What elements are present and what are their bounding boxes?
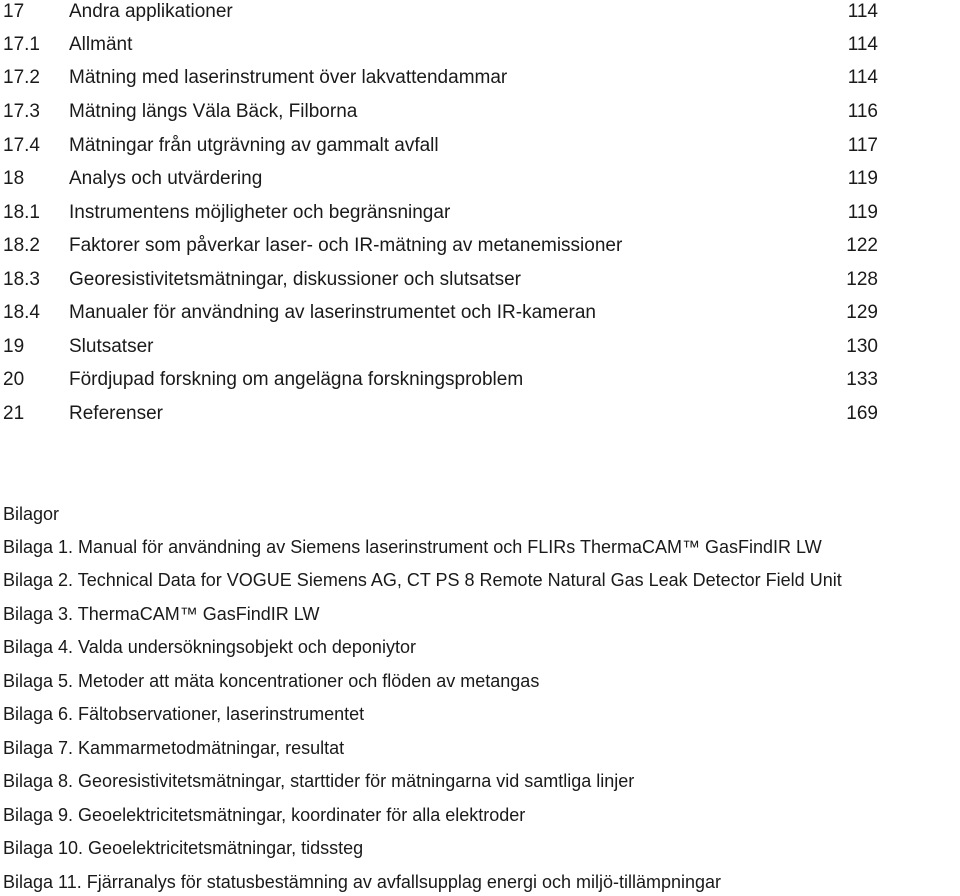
toc-page-number: 114 (847, 67, 878, 88)
toc-row (0, 130, 960, 162)
toc-page-number: 117 (847, 135, 878, 156)
toc-row (0, 264, 960, 296)
toc-row (0, 0, 960, 28)
toc-title: Instrumentens möjligheter och begränsningar (69, 202, 451, 223)
toc-row (0, 398, 960, 430)
toc-number: 19 (3, 336, 25, 357)
appendix-item: Bilaga 2. Technical Data for VOGUE Siemens AG, CT PS 8 Remote Natural Gas Leak Detector Field Unit (3, 570, 842, 590)
toc-title: Slutsatser (69, 336, 154, 357)
toc-page-number: 130 (846, 336, 878, 357)
toc-number: 17 (3, 1, 25, 22)
toc-title: Referenser (69, 403, 163, 424)
toc-title: Allmänt (69, 34, 133, 55)
toc-row (0, 364, 960, 396)
appendix-heading: Bilagor (3, 504, 60, 524)
toc-page-number: 119 (847, 202, 878, 223)
toc-title: Mätning längs Väla Bäck, Filborna (69, 101, 358, 122)
toc-title: Analys och utvärdering (69, 168, 263, 189)
appendix-item: Bilaga 5. Metoder att mäta koncentrationer och flöden av metangas (3, 671, 540, 691)
toc-number: 18.1 (3, 202, 40, 223)
toc-page-number: 119 (847, 168, 878, 189)
appendix-item: Bilaga 6. Fältobservationer, laserinstrumentet (3, 704, 365, 724)
toc-number: 18.4 (3, 302, 40, 323)
toc-title: Fördjupad forskning om angelägna forskningsproblem (69, 369, 524, 390)
toc-page-number: 128 (846, 269, 878, 290)
toc-row (0, 62, 960, 94)
toc-row (0, 331, 960, 363)
appendix-item: Bilaga 1. Manual för användning av Siemens laserinstrument och FLIRs ThermaCAM™ GasFindIR LW (3, 537, 822, 557)
toc-title: Mätning med laserinstrument över lakvattendammar (69, 67, 508, 88)
toc-page-number: 114 (847, 1, 878, 22)
toc-title: Manualer för användning av laserinstrumentet och IR-kameran (69, 302, 596, 323)
toc-row (0, 230, 960, 262)
toc-number: 21 (3, 403, 25, 424)
appendix-item: Bilaga 8. Georesistivitetsmätningar, starttider för mätningarna vid samtliga linjer (3, 771, 635, 791)
toc-number: 17.4 (3, 135, 40, 156)
toc-number: 18.2 (3, 235, 40, 256)
toc-page-number: 122 (846, 235, 878, 256)
toc-title: Mätningar från utgrävning av gammalt avfall (69, 135, 439, 156)
toc-number: 20 (3, 369, 25, 390)
toc-number: 17.3 (3, 101, 40, 122)
appendix-item: Bilaga 7. Kammarmetodmätningar, resultat (3, 738, 345, 758)
toc-row (0, 163, 960, 195)
toc-page-number: 114 (847, 34, 878, 55)
appendix-item: Bilaga 11. Fjärranalys för statusbestämning av avfallsupplag energi och miljö-tillämpningar (3, 872, 722, 892)
appendix-item: Bilaga 4. Valda undersökningsobjekt och deponiytor (3, 637, 416, 657)
toc-row (0, 29, 960, 61)
toc-number: 18 (3, 168, 25, 189)
toc-row (0, 297, 960, 329)
toc-row (0, 197, 960, 229)
toc-title: Andra applikationer (69, 1, 233, 22)
appendix-item: Bilaga 9. Geoelektricitetsmätningar, koordinater för alla elektroder (3, 805, 526, 825)
toc-page-number: 133 (846, 369, 878, 390)
appendix-item: Bilaga 10. Geoelektricitetsmätningar, tidssteg (3, 838, 364, 858)
toc-page-number: 129 (846, 302, 878, 323)
toc-page-number: 169 (846, 403, 878, 424)
toc-number: 18.3 (3, 269, 40, 290)
toc-title: Georesistivitetsmätningar, diskussioner och slutsatser (69, 269, 521, 290)
appendix-item: Bilaga 3. ThermaCAM™ GasFindIR LW (3, 604, 320, 624)
toc-title: Faktorer som påverkar laser- och IR-mätning av metanemissioner (69, 235, 623, 256)
toc-page-number: 116 (847, 101, 878, 122)
toc-number: 17.1 (3, 34, 40, 55)
toc-row (0, 96, 960, 128)
toc-number: 17.2 (3, 67, 40, 88)
